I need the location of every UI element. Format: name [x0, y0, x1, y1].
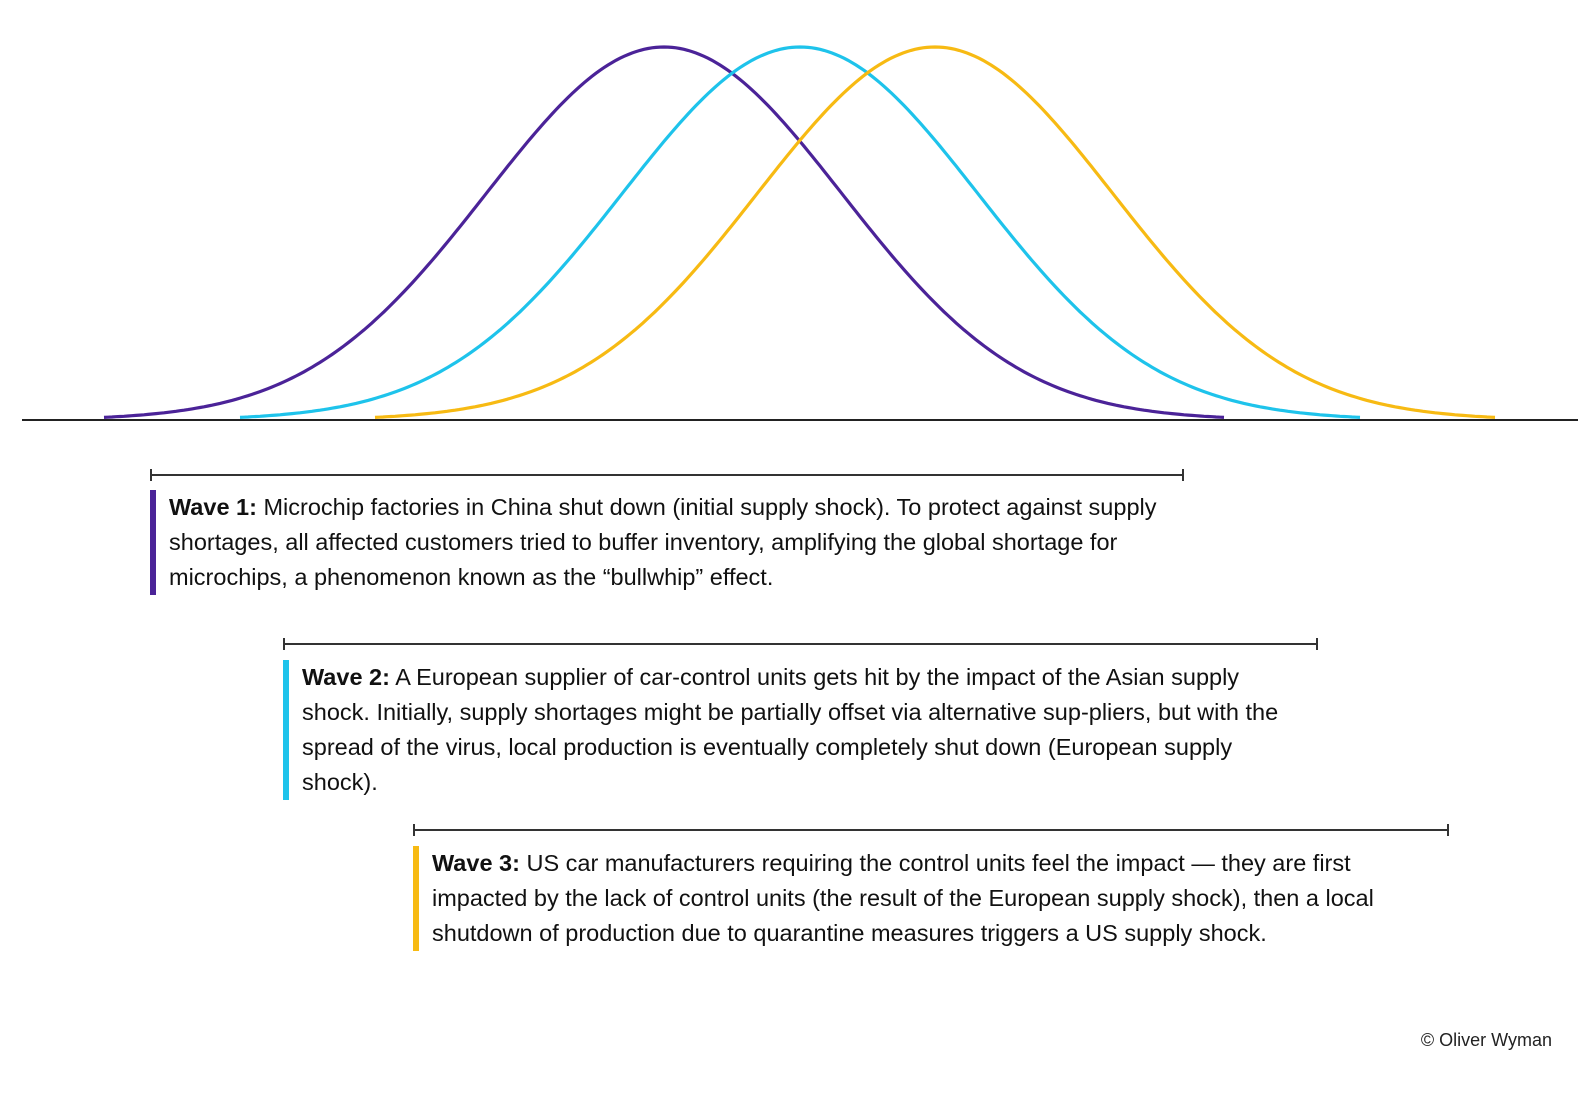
- wave-curves-diagram: [0, 0, 1594, 430]
- wave-3-span-bracket: [413, 824, 1449, 836]
- wave-3-label: Wave 3:: [432, 850, 520, 876]
- wave-3-curve: [375, 47, 1495, 417]
- wave-2-description: [283, 660, 1312, 800]
- wave-3-text: US car manufacturers requiring the control units feel the impact — they are first impacted by the lack of control units (the result of the European supply shock), then a local shutdown of production due to quarantine measures triggers a US supply shock.: [432, 850, 1374, 946]
- wave-1-text: Microchip factories in China shut down (initial supply shock). To protect against supply shortages, all affected customers tried to buffer inventory, amplifying the global shortage for microchips, a phenomenon known as the “bullwhip” effect.: [169, 494, 1157, 590]
- wave-3-description: [413, 846, 1452, 951]
- copyright-notice: © Oliver Wyman: [1420, 1030, 1552, 1050]
- wave-1-curve: [104, 47, 1224, 417]
- wave-2-curve: [240, 47, 1360, 417]
- wave-2-label: Wave 2:: [302, 664, 390, 690]
- wave-2-text: A European supplier of car-control units gets hit by the impact of the Asian supply shock. Initially, supply shortages might be partially offset via alternative sup-pliers, but with the spread of the virus, local production is eventually completely shut down (European supply shock).: [302, 664, 1279, 795]
- wave-1-span-bracket: [150, 469, 1184, 481]
- wave-2-span-bracket: [283, 638, 1318, 650]
- wave-1-label: Wave 1:: [169, 494, 257, 520]
- wave-1-description: [150, 490, 1189, 595]
